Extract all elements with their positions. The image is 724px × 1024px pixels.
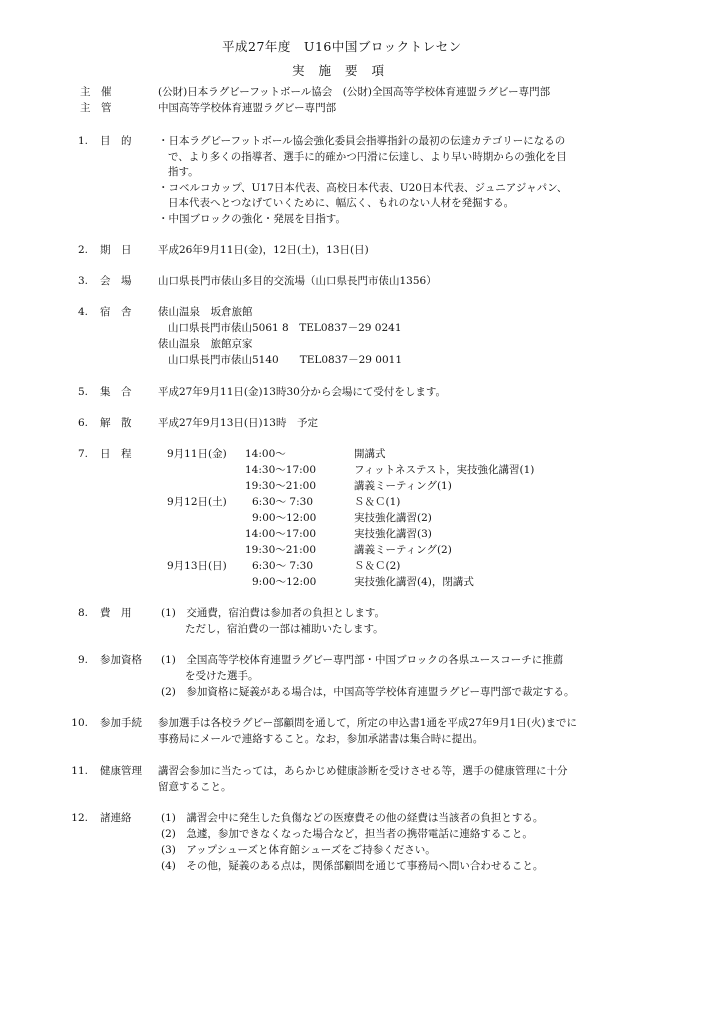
- schedule-time: 6:30～ 7:30: [252, 496, 313, 508]
- cost-line: (1) 交通費，宿泊費は参加者の負担とします。: [161, 607, 386, 619]
- schedule-time: 19:30～21:00: [245, 480, 317, 492]
- section-label-dismissal: 解 散: [100, 417, 132, 429]
- section-number-lodging: 4.: [77, 306, 88, 318]
- section-number-period: 2.: [77, 244, 88, 256]
- schedule-time: 19:30～21:00: [245, 544, 317, 556]
- section-label-notes: 諸連絡: [100, 812, 132, 824]
- schedule-date: 9月12日(土): [167, 496, 227, 508]
- purpose-line: 日本代表へとつなげていくために、幅広く、もれのない人材を発掘する。: [168, 197, 515, 209]
- manager-text: 中国高等学校体育連盟ラグビー専門部: [158, 102, 337, 114]
- section-label-assembly: 集 合: [100, 386, 132, 398]
- notes-line: (2) 急遽，参加できなくなった場合など，担当者の携帯電話に連絡すること。: [161, 828, 533, 840]
- purpose-line: で、より多くの指導者、選手に的確かつ円滑に伝達し、より早い時期からの強化を目: [168, 151, 567, 163]
- notes-line: (4) その他，疑義のある点は，関係部顧問を通じて事務局へ問い合わせること。: [161, 860, 544, 872]
- period-text: 平成26年9月11日(金)，12日(土)，13日(日): [158, 244, 369, 256]
- section-number-procedure: 10.: [71, 717, 88, 729]
- host-text: (公財)日本ラグビーフットボール協会 (公財)全国高等学校体育連盟ラグビー専門部: [158, 86, 551, 98]
- section-number-eligibility: 9.: [77, 654, 88, 666]
- venue-text: 山口県長門市俵山多目的交流場（山口県長門市俵山1356）: [158, 275, 437, 287]
- section-label-purpose: 目 的: [100, 135, 132, 147]
- purpose-line: ・中国ブロックの強化・発展を目指す。: [158, 213, 346, 225]
- health-line: 留意すること。: [158, 781, 232, 793]
- host-label: 主 催: [80, 86, 112, 98]
- section-number-venue: 3.: [77, 275, 88, 287]
- section-label-cost: 費 用: [100, 607, 132, 619]
- health-line: 講習会参加に当たっては，あらかじめ健康診断を受けさせる等，選手の健康管理に十分: [158, 765, 568, 777]
- section-label-venue: 会 場: [100, 275, 132, 287]
- section-label-procedure: 参加手続: [100, 717, 142, 729]
- section-number-assembly: 5.: [77, 386, 88, 398]
- schedule-time: 6:30～ 7:30: [252, 560, 313, 572]
- section-number-schedule: 7.: [77, 448, 88, 460]
- procedure-line: 参加選手は各校ラグビー部顧問を通して，所定の申込書1通を平成27年9月1日(火)までに: [158, 717, 577, 729]
- schedule-time: 14:00～: [245, 448, 286, 460]
- schedule-time: 14:30～17:00: [245, 464, 317, 476]
- schedule-event: Ｓ＆Ｃ(1): [354, 496, 401, 508]
- schedule-event: 講義ミーティング(2): [354, 544, 452, 556]
- eligibility-line: (1) 全国高等学校体育連盟ラグビー専門部・中国ブロックの各県ユースコーチに推薦: [161, 654, 564, 666]
- manager-label: 主 管: [80, 102, 112, 114]
- eligibility-line: を受けた選手。: [185, 670, 259, 682]
- schedule-time: 9:00～12:00: [252, 512, 317, 524]
- section-number-purpose: 1.: [77, 135, 88, 147]
- cost-line: ただし，宿泊費の一部は補助いたします。: [185, 623, 384, 635]
- purpose-line: 指す。: [168, 166, 199, 178]
- schedule-event: フィットネステスト，実技強化講習(1): [354, 464, 535, 476]
- document-subtitle: 実施要項: [292, 63, 399, 78]
- purpose-line: ・コベルコカップ、U17日本代表、高校日本代表、U20日本代表、ジュニアジャパン、: [158, 182, 568, 194]
- procedure-line: 事務局にメールで連絡すること。なお，参加承諾書は集合時に提出。: [158, 733, 484, 745]
- section-number-notes: 12.: [71, 812, 88, 824]
- schedule-event: Ｓ＆Ｃ(2): [354, 560, 401, 572]
- schedule-event: 実技強化講習(4)，閉講式: [354, 576, 474, 588]
- schedule-event: 実技強化講習(2): [354, 512, 432, 524]
- section-number-health: 11.: [71, 765, 88, 777]
- document-title: 平成27年度 U16中国ブロックトレセン: [222, 39, 462, 54]
- section-label-schedule: 日 程: [100, 448, 132, 460]
- lodging-line: 山口県長門市俵山5140 TEL0837－29 0011: [168, 354, 403, 366]
- schedule-time: 14:00～17:00: [245, 528, 317, 540]
- section-label-period: 期 日: [100, 244, 132, 256]
- section-label-lodging: 宿 舎: [100, 306, 132, 318]
- assembly-text: 平成27年9月11日(金)13時30分から会場にて受付をします。: [158, 386, 446, 398]
- lodging-line: 俵山温泉 旅館京家: [158, 338, 253, 350]
- section-label-health: 健康管理: [100, 765, 142, 777]
- schedule-time: 9:00～12:00: [252, 576, 317, 588]
- dismissal-text: 平成27年9月13日(日)13時 予定: [158, 417, 318, 429]
- section-label-eligibility: 参加資格: [100, 654, 142, 666]
- notes-line: (3) アップシューズと体育館シューズをご持参ください。: [161, 844, 436, 856]
- section-number-dismissal: 6.: [77, 417, 88, 429]
- schedule-event: 講義ミーティング(1): [354, 480, 452, 492]
- schedule-event: 開講式: [354, 448, 386, 460]
- section-number-cost: 8.: [77, 607, 88, 619]
- schedule-date: 9月13日(日): [167, 560, 227, 572]
- eligibility-line: (2) 参加資格に疑義がある場合は，中国高等学校体育連盟ラグビー専門部で裁定する。: [161, 686, 575, 698]
- schedule-event: 実技強化講習(3): [354, 528, 432, 540]
- notes-line: (1) 講習会中に発生した負傷などの医療費その他の経費は当該者の負担とする。: [161, 812, 544, 824]
- lodging-line: 俵山温泉 坂倉旅館: [158, 306, 253, 318]
- lodging-line: 山口県長門市俵山5061 8 TEL0837－29 0241: [168, 322, 402, 334]
- schedule-date: 9月11日(金): [167, 448, 227, 460]
- purpose-line: ・日本ラグビーフットボール協会強化委員会指導指針の最初の伝達カテゴリーになるの: [158, 135, 566, 147]
